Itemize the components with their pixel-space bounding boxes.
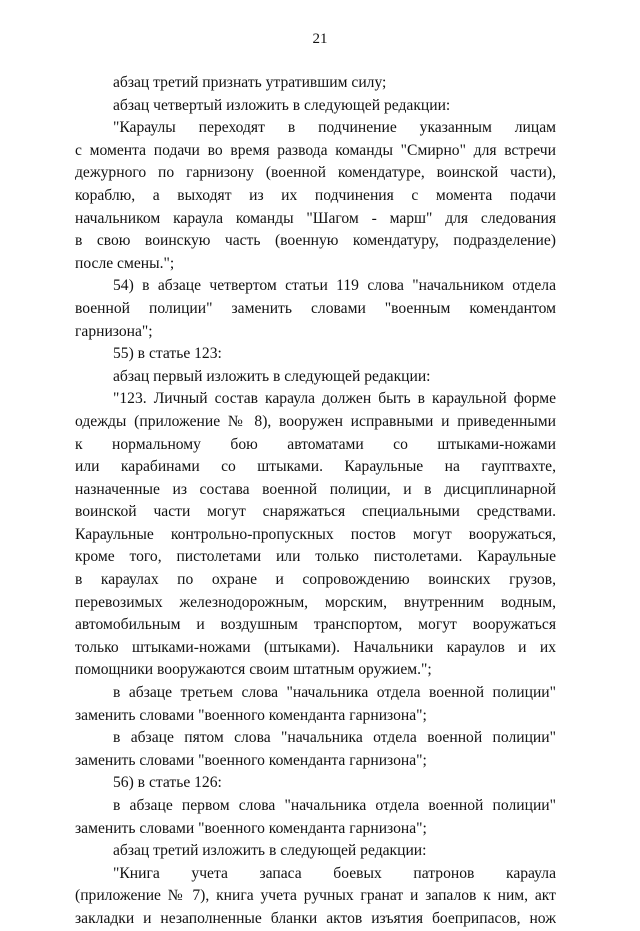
text-line: кораблю, а выходят из их подчинения с момента подачи bbox=[75, 186, 556, 204]
text-line: в караулах по охране и сопровождению воинских грузов, bbox=[75, 571, 556, 589]
text-line: перевозимых железнодорожным, морским, внутренним водным, bbox=[75, 593, 556, 611]
text-line: закладки и незаполненные бланки актов изъятия боеприпасов, нож bbox=[75, 909, 556, 927]
text-line: заменить словами "военного коменданта гарнизона"; bbox=[75, 819, 427, 837]
text-line: воинской части могут снаряжаться специальными средствами. bbox=[75, 503, 556, 521]
text-line: в абзаце пятом слова "начальника отдела военной полиции" bbox=[113, 729, 556, 747]
text-line: абзац третий признать утратившим силу; bbox=[113, 74, 387, 91]
text-line: в абзаце третьем слова "начальника отдела военной полиции" bbox=[113, 684, 556, 702]
text-line: кроме того, пистолетами или только пистолетами. Караульные bbox=[75, 548, 556, 566]
text-line: абзац первый изложить в следующей редакции: bbox=[113, 367, 431, 385]
text-line: дежурного по гарнизону (военной комендатуре, воинской части), bbox=[75, 164, 556, 182]
text-line: начальником караула команды "Шагом - марш" для следования bbox=[75, 209, 556, 227]
text-line: "Книга учета запаса боевых патронов караула bbox=[113, 864, 556, 882]
text-line: в абзаце первом слова "начальника отдела военной полиции" bbox=[113, 797, 556, 814]
text-line: "Караулы переходят в подчинение указанным лицам bbox=[113, 119, 556, 137]
text-line: помощники вооружаются своим штатным оружием."; bbox=[75, 661, 432, 679]
text-line: (приложение № 7), книга учета ручных гранат и запалов к ним, акт bbox=[75, 887, 556, 905]
text-line: после смены."; bbox=[75, 254, 175, 272]
text-line: гарнизона"; bbox=[75, 322, 153, 340]
text-line: военной полиции" заменить словами "военным комендантом bbox=[75, 299, 556, 317]
document-body bbox=[75, 72, 556, 931]
text-line: к нормальному бою автоматами со штыками-ножами bbox=[75, 435, 556, 453]
text-line: "123. Личный состав караула должен быть в караульной форме bbox=[113, 390, 556, 408]
text-line: абзац третий изложить в следующей редакции: bbox=[113, 842, 427, 860]
text-line: назначенные из состава военной полиции, и в дисциплинарной bbox=[75, 480, 556, 498]
text-line: с момента подачи во время развода команды "Смирно" для встречи bbox=[75, 141, 556, 159]
text-line: автомобильным и воздушным транспортом, могут вооружаться bbox=[75, 616, 556, 634]
text-line: или карабинами со штыками. Караульные на гауптвахте, bbox=[75, 458, 556, 476]
text-line: Караульные контрольно-пропускных постов могут вооружаться, bbox=[75, 525, 556, 543]
text-line: 56) в статье 126: bbox=[113, 774, 222, 792]
page-number: 21 bbox=[312, 31, 328, 47]
text-line: 54) в абзаце четвертом статьи 119 слова "начальником отдела bbox=[113, 277, 556, 295]
text-line: в свою воинскую часть (военную комендатуру, подразделение) bbox=[75, 232, 556, 250]
text-line: абзац четвертый изложить в следующей редакции: bbox=[113, 96, 451, 114]
text-line: заменить словами "военного коменданта гарнизона"; bbox=[75, 751, 427, 769]
text-line: только штыками-ножами (штыками). Начальники караулов и их bbox=[75, 638, 556, 656]
text-line: одежды (приложение № 8), вооружен исправными и приведенными bbox=[75, 412, 556, 430]
text-line: заменить словами "военного коменданта гарнизона"; bbox=[75, 706, 427, 724]
text-line: 55) в статье 123: bbox=[113, 345, 222, 363]
